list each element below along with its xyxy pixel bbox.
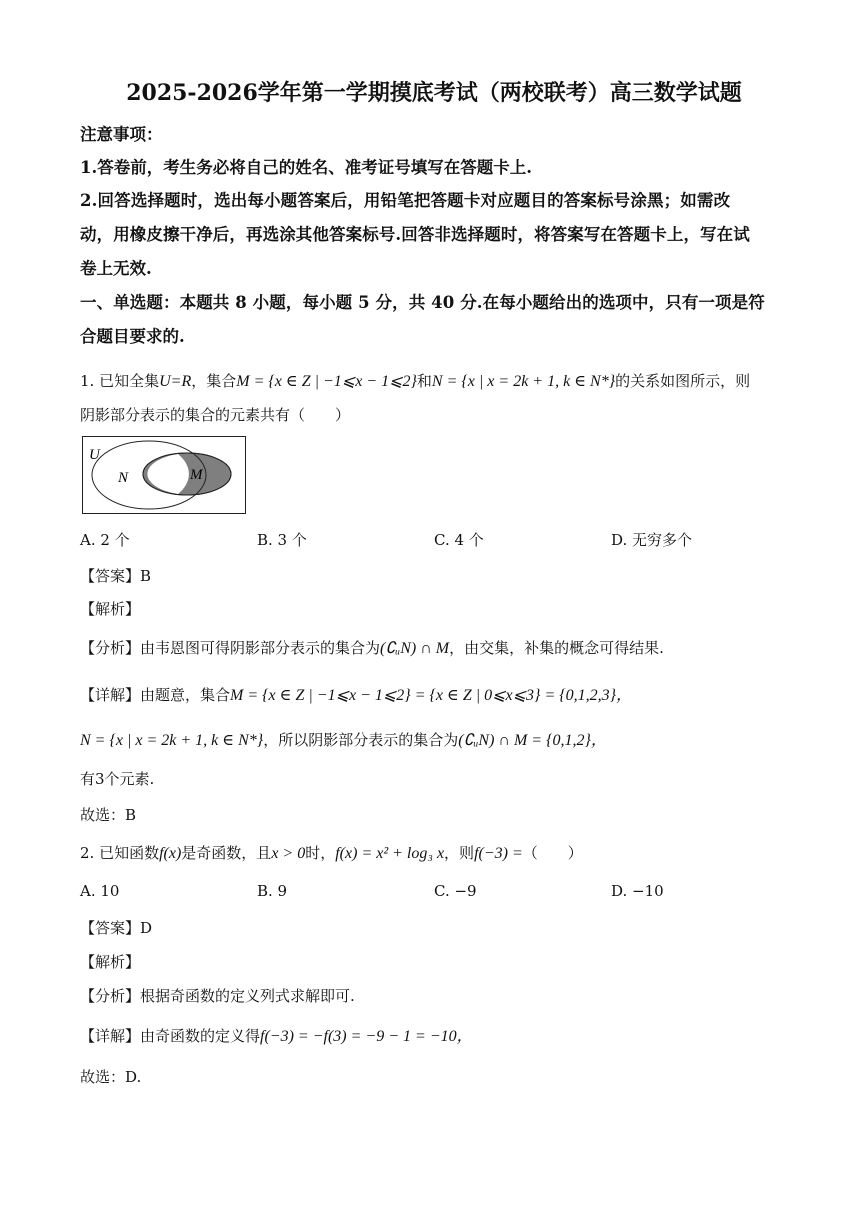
q2-mid2: 时， xyxy=(305,844,336,862)
q1-xiangjie-label: 【详解】 xyxy=(80,686,141,704)
q1-xiangjie-expr-2: N = {x | x = 2k + 1, k ∈ N*} xyxy=(80,732,264,749)
q1-xiangjie-text: 由题意，集合 xyxy=(140,686,231,704)
q1-prefix: 1. 已知全集 xyxy=(80,372,160,390)
q2-fenxi-text: 根据奇函数的定义列式求解即可. xyxy=(140,987,355,1005)
q2-option-b: B. 9 xyxy=(257,882,288,900)
q1-stem-line-2: 阴影部分表示的集合的元素共有（ ） xyxy=(80,406,351,424)
q2-xiangjie-label: 【详解】 xyxy=(80,1027,141,1045)
q1-xiangjie-expr-3: (∁ᵤN) ∩ M = {0,1,2}， xyxy=(458,732,607,749)
notice-item-2-line-1: 2.回答选择题时，选出每小题答案后，用铅笔把答题卡对应题目的答案标号涂黑；如需改 xyxy=(80,191,731,210)
q2-mid1: 是奇函数，且 xyxy=(181,844,272,862)
venn-diagram xyxy=(82,436,246,514)
q1-mid1: ，集合 xyxy=(191,372,237,390)
q1-option-b: B. 3 个 xyxy=(257,531,307,549)
q2-mid3: ，则 xyxy=(444,844,475,862)
q2-option-d: D. −10 xyxy=(611,882,664,900)
q2-prefix: 2. 已知函数 xyxy=(80,844,160,862)
q2-xiangjie xyxy=(80,1023,473,1046)
q1-xiangjie-mid: ，所以阴影部分表示的集合为 xyxy=(263,731,459,749)
q2-fx: f(x) xyxy=(159,845,182,862)
notice-heading: 注意事项： xyxy=(80,125,163,144)
q2-stem xyxy=(80,842,583,863)
q2-xiangjie-text: 由奇函数的定义得 xyxy=(140,1027,261,1045)
q1-set-m: M = {x ∈ Z | −1⩽x − 1⩽2} xyxy=(236,373,417,390)
q1-fenxi-text: 由韦恩图可得阴影部分表示的集合为 xyxy=(140,639,381,657)
q1-stem xyxy=(80,370,750,391)
q1-xiangjie-line-1 xyxy=(80,682,632,705)
q2-paren: （ ） xyxy=(522,844,583,862)
q2-conclusion: 故选：D. xyxy=(80,1068,142,1086)
section-heading-line-2: 合题目要求的. xyxy=(80,327,185,346)
venn-label-m: M xyxy=(190,467,203,483)
q2-option-a: A. 10 xyxy=(80,882,120,900)
q1-fenxi-end: ，由交集，补集的概念可得结果. xyxy=(449,639,664,657)
q1-universe: U=R xyxy=(159,373,192,390)
venn-label-n: N xyxy=(118,470,129,486)
q1-fenxi-label: 【分析】 xyxy=(80,639,141,657)
q2-cond: x > 0 xyxy=(271,845,306,862)
q1-answer: 【答案】B xyxy=(80,567,152,585)
q1-conclusion: 故选：B xyxy=(80,806,137,824)
q1-suffix: 的关系如图所示，则 xyxy=(615,372,751,390)
q2-fenxi xyxy=(80,985,355,1006)
notice-item-2-line-2: 动，用橡皮擦干净后，再选涂其他答案标号.回答非选择题时，将答案写在答题卡上，写在试 xyxy=(80,225,750,244)
q1-set-n: N = {x | x = 2k + 1, k ∈ N*} xyxy=(431,373,616,390)
q1-option-d: D. 无穷多个 xyxy=(611,531,693,549)
section-heading-line-1: 一、单选题：本题共 8 小题，每小题 5 分，共 40 分.在每小题给出的选项中，只有一项是符 xyxy=(80,293,765,312)
q1-option-c: C. 4 个 xyxy=(434,531,484,549)
page-title: 2025-2026学年第一学期摸底考试（两校联考）高三数学试题 xyxy=(126,80,742,106)
q1-xiangjie-line-3: 有3个元素. xyxy=(80,770,155,788)
q1-mid2: 和 xyxy=(416,372,432,390)
q2-analysis-label: 【解析】 xyxy=(80,953,141,971)
q1-fenxi xyxy=(80,637,664,658)
q2-ask: f(−3) = xyxy=(474,845,523,862)
venn-label-u: U xyxy=(89,447,100,463)
q2-xiangjie-expr: f(−3) = −f(3) = −9 − 1 = −10， xyxy=(260,1028,473,1045)
q1-xiangjie-expr-1: M = {x ∈ Z | −1⩽x − 1⩽2} = {x ∈ Z | 0⩽x⩽3} = {0,1,2,3}， xyxy=(230,687,633,704)
q2-answer: 【答案】D xyxy=(80,919,153,937)
notice-item-2-line-3: 卷上无效. xyxy=(80,259,152,278)
q2-fenxi-label: 【分析】 xyxy=(80,987,141,1005)
q2-option-c: C. −9 xyxy=(434,882,477,900)
q1-option-a: A. 2 个 xyxy=(80,531,130,549)
venn-svg xyxy=(83,437,245,513)
q1-analysis-label: 【解析】 xyxy=(80,600,141,618)
notice-item-1: 1.答卷前，考生务必将自己的姓名、准考证号填写在答题卡上. xyxy=(80,158,532,177)
q1-xiangjie-line-2 xyxy=(80,727,607,750)
q2-expr: f(x) = x² + log₃ x xyxy=(335,845,445,862)
q1-fenxi-expr: (∁ᵤN) ∩ M xyxy=(380,640,450,657)
